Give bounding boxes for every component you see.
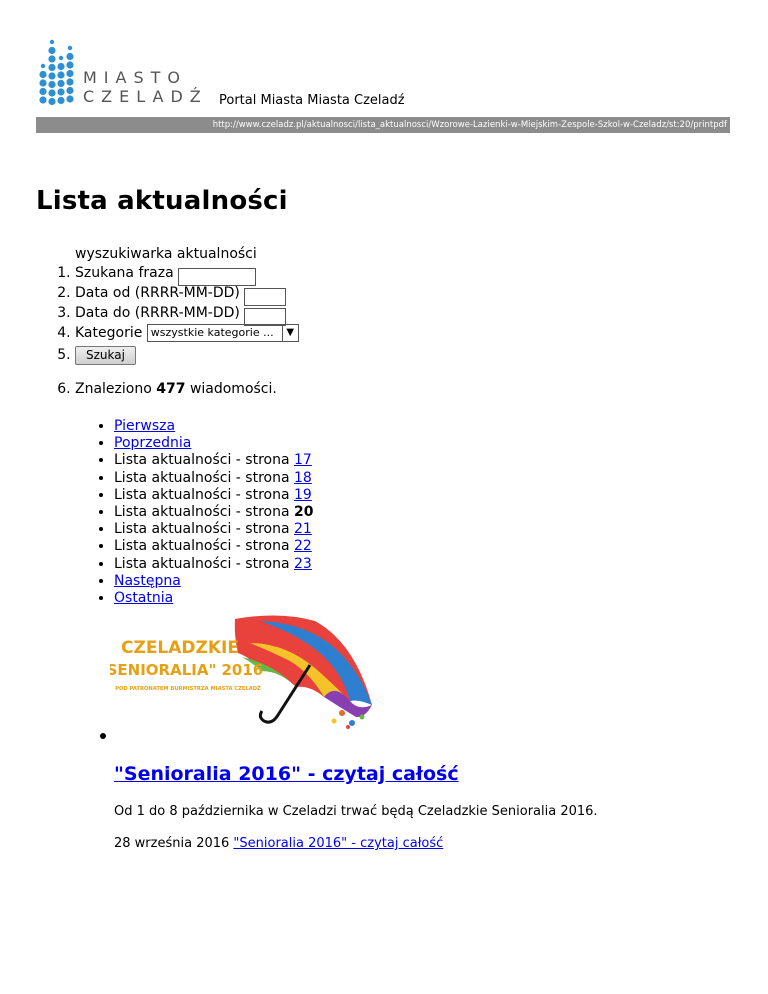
pager-page-prefix: Lista aktualności - strona: [114, 452, 290, 469]
pager-last-item: [114, 590, 313, 607]
search-button-row: [75, 343, 736, 367]
pager-page-link[interactable]: 21: [294, 521, 312, 538]
logo-dot: [48, 47, 55, 54]
logo-dot: [41, 64, 45, 68]
news-title: [114, 763, 459, 785]
logo-dot: [57, 88, 64, 95]
leaf-mark: [346, 725, 350, 729]
poster-patronage: POD PATRONATEM BURMISTRZA MIASTA CZELADŹ: [115, 686, 261, 692]
senioralia-poster: [110, 613, 410, 731]
logo-dot: [39, 88, 46, 95]
page-title: Lista aktualności: [36, 186, 288, 216]
pager-page-link[interactable]: 18: [294, 469, 312, 486]
logo-dot: [39, 71, 46, 78]
category-row: [75, 323, 736, 343]
pager-page-item: [114, 538, 313, 555]
poster-subtitle: „SENIORALIA" 2016: [110, 661, 264, 679]
pager-last-link[interactable]: Ostatnia: [114, 589, 174, 606]
logo-dot: [39, 79, 46, 86]
logo-line2: CZELADŹ: [83, 87, 208, 106]
logo-dot: [48, 64, 55, 71]
category-label: Kategorie: [75, 325, 143, 341]
date-to-label: Data do (RRRR-MM-DD): [75, 305, 240, 321]
portal-name: Portal Miasta Miasta Czeladź: [219, 93, 405, 108]
news-date: 28 września 2016: [114, 836, 230, 851]
logo-dot: [66, 87, 73, 94]
poster-title: CZELADZKIE: [121, 638, 239, 658]
results-prefix: Znaleziono: [75, 381, 152, 397]
news-image[interactable]: [110, 613, 410, 731]
logo-dot: [66, 78, 73, 85]
pager-current-page: 20: [294, 503, 314, 520]
logo-line1: MIASTO: [83, 68, 187, 87]
leaf-mark: [332, 719, 337, 724]
logo-dot: [57, 71, 64, 78]
site-logo[interactable]: [36, 38, 216, 108]
pager-page-link[interactable]: 22: [294, 538, 312, 555]
pager-next-link[interactable]: Następna: [114, 572, 181, 589]
results-suffix: wiadomości.: [189, 381, 277, 397]
logo-dot: [66, 95, 73, 102]
logo-dot: [66, 61, 73, 68]
news-read-more-link[interactable]: "Senioralia 2016" - czytaj całość: [233, 836, 444, 851]
pager-page-prefix: Lista aktualności - strona: [114, 538, 290, 555]
pager-page-item: [114, 521, 313, 538]
pager-page-prefix: Lista aktualności - strona: [114, 521, 290, 538]
date-from-label: Data od (RRRR-MM-DD): [75, 285, 240, 301]
logo-graphic: [36, 38, 216, 108]
results-count: [75, 379, 736, 399]
logo-dot: [66, 70, 73, 77]
logo-dot: [39, 96, 46, 103]
leaf-mark: [339, 710, 345, 716]
pager-page-item: [114, 470, 313, 487]
search-phrase-label: Szukana fraza: [75, 265, 174, 281]
pagination: [74, 418, 313, 607]
pager-page-prefix: Lista aktualności - strona: [114, 503, 290, 520]
logo-dot: [48, 55, 55, 62]
category-select[interactable]: [147, 324, 299, 342]
news-search-form: [36, 246, 736, 399]
news-meta: [114, 836, 443, 851]
date-from-row: [75, 283, 736, 303]
news-bullet: [100, 733, 106, 739]
logo-dot: [68, 46, 72, 50]
logo-dot: [48, 81, 55, 88]
print-url: http://www.czeladz.pl/aktualnosci/lista_aktualnosci/Wzorowe-Lazienki-w-Miejskim-Zespole-Szkol-w-Czeladz/st:20/printpdf: [36, 117, 730, 133]
pager-page-prefix: Lista aktualności - strona: [114, 469, 290, 486]
logo-dot: [57, 63, 64, 70]
dropdown-arrow-icon[interactable]: ▼: [282, 325, 298, 341]
logo-dot: [48, 72, 55, 79]
logo-dot: [48, 98, 55, 105]
pager-page-prefix: Lista aktualności - strona: [114, 486, 290, 503]
pager-page-item: [114, 452, 313, 469]
news-lead: Od 1 do 8 października w Czeladzi trwać będą Czeladzkie Senioralia 2016.: [114, 804, 598, 819]
results-number: 477: [156, 381, 186, 397]
pager-prev-link[interactable]: Poprzednia: [114, 435, 192, 452]
category-select-value: wszystkie kategorie ...: [150, 326, 274, 339]
pager-page-item: [114, 556, 313, 573]
pager-page-link[interactable]: 23: [294, 555, 312, 572]
pager-next-item: [114, 573, 313, 590]
pager-page-link[interactable]: 17: [294, 452, 312, 469]
search-fields: [36, 263, 736, 399]
pager-page-prefix: Lista aktualności - strona: [114, 555, 290, 572]
leaf-mark: [349, 720, 355, 726]
logo-dot: [57, 97, 64, 104]
search-phrase-row: [75, 263, 736, 283]
leaf-mark: [360, 715, 365, 720]
logo-dot: [48, 89, 55, 96]
search-button[interactable]: Szukaj: [75, 346, 136, 365]
pager-prev-item: [114, 435, 313, 452]
logo-dot: [50, 40, 54, 44]
pager-first-link[interactable]: Pierwsza: [114, 418, 176, 434]
logo-dot: [57, 80, 64, 87]
news-title-link[interactable]: "Senioralia 2016" - czytaj całość: [114, 763, 459, 785]
search-caption: wyszukiwarka aktualności: [75, 246, 257, 262]
date-to-row: [75, 303, 736, 323]
pager-current-item: [114, 504, 313, 521]
logo-dot: [66, 53, 73, 60]
pager-page-link[interactable]: 19: [294, 486, 312, 503]
pager-first-item: [114, 418, 313, 435]
pager-page-item: [114, 487, 313, 504]
logo-dot: [59, 56, 63, 60]
